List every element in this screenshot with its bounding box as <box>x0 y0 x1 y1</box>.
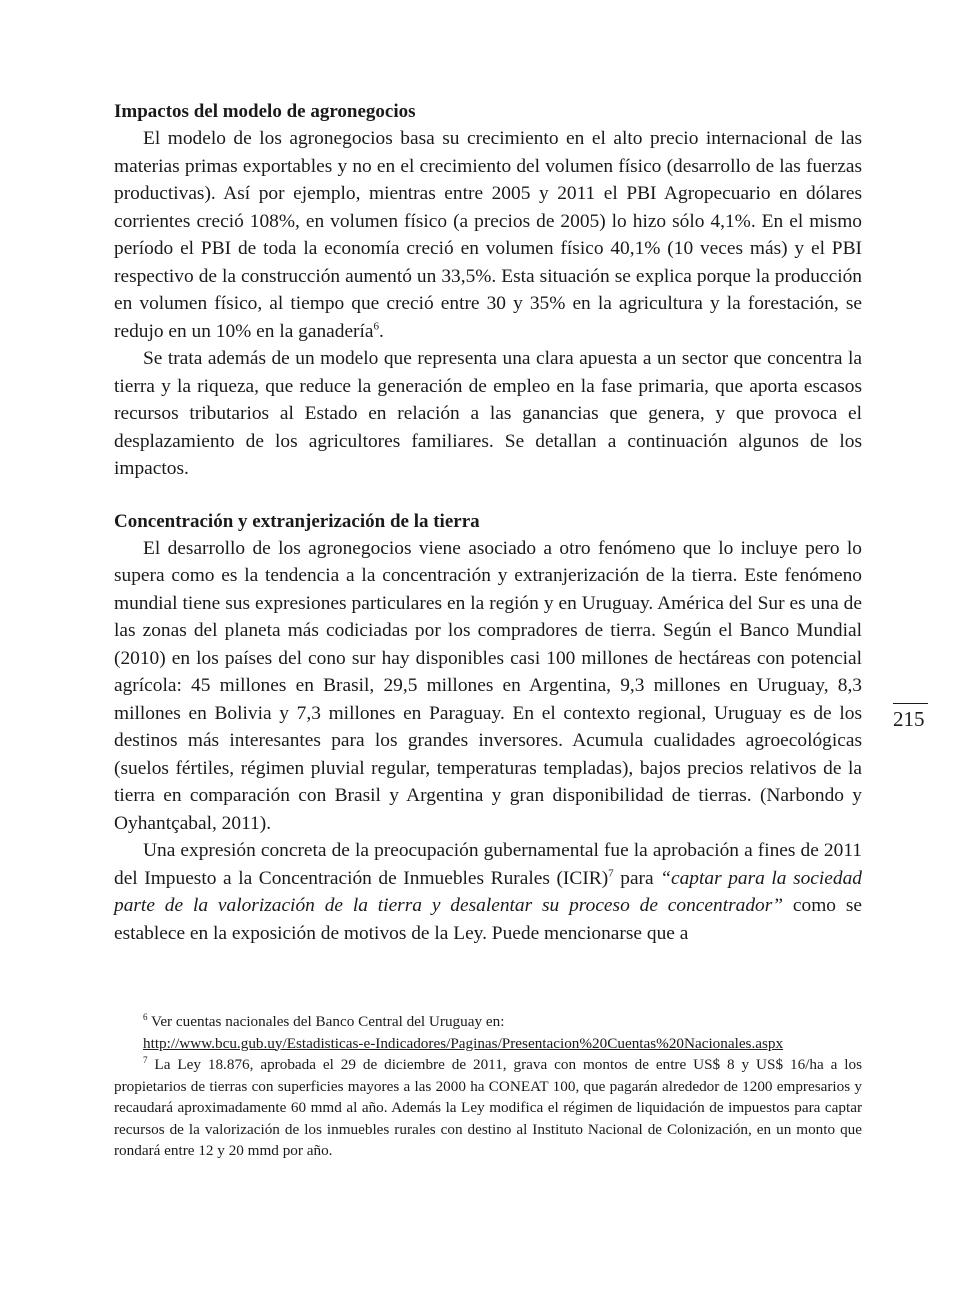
page-body <box>114 98 862 947</box>
paragraph-text: como se establece en la exposición de motivos de la Ley. Puede mencionarse que a <box>114 895 862 944</box>
paragraph-concentracion-2 <box>114 837 862 947</box>
footnote-number: 7 <box>143 1054 148 1065</box>
section-heading-impactos: Impactos del modelo de agronegocios <box>114 101 416 122</box>
footnote-6-url-line <box>114 1033 862 1055</box>
section-heading-concentracion: Concentración y extranjerización de la tierra <box>114 510 480 532</box>
footnote-6 <box>114 1011 862 1033</box>
footnote-ref-6[interactable]: 6 <box>373 320 380 333</box>
footnote-ref-7[interactable]: 7 <box>608 867 614 880</box>
page-number: 215 <box>893 707 925 731</box>
law-quote: “captar para la sociedad parte de la valorización de la tierra y desalentar su proceso de concentrador” <box>114 867 862 916</box>
sentence-end: . <box>379 320 384 342</box>
paragraph-text: El modelo de los agronegocios basa su crecimiento en el alto precio internacional de las materias primas exportables y no en el crecimiento del volumen físico (desarrollo de las fuerzas productivas). Así por ejemplo, mientras entre 2005 y 2011 el PBI Agropecuario en dólares corrientes creció 108%, en volumen físico (a precios de 2005) lo hizo sólo 4,1%. En el mismo período el PBI de toda la economía creció en volumen físico 40,1% (10 veces más) y el PBI respectivo de la construcción aumentó un 33,5%. Esta situación se explica porque la producción en volumen físico, al tiempo que creció entre 30 y 35% en la agricultura y la forestación, se redujo en un 10% en la ganadería <box>114 128 862 342</box>
page-number-rule <box>893 703 928 704</box>
paragraph-impactos-2: Se trata además de un modelo que representa una clara apuesta a un sector que concentra la tierra y la riqueza, que reduce la generación de empleo en la fase primaria, que aporta escasos recursos tributarios al Estado en relación a las ganancias que genera, y que provoca el desplazamiento de los agricultores familiares. Se detallan a continuación algunos de los impactos. <box>114 348 862 479</box>
footnote-number: 6 <box>143 1011 148 1022</box>
paragraph-impactos-1 <box>114 125 862 345</box>
paragraph-text: Una expresión concreta de la preocupación gubernamental fue la aprobación a fines de 2011 del Impuesto a la Concentración de Inmuebles Rurales (ICIR) <box>114 840 862 889</box>
footnote-7 <box>114 1054 862 1162</box>
footnotes <box>114 1011 862 1162</box>
footnote-link[interactable]: http://www.bcu.gub.uy/Estadisticas-e-Indicadores/Paginas/Presentacion%20Cuentas%20Nacionales.aspx <box>143 1034 784 1052</box>
paragraph-text: para <box>613 867 661 889</box>
footnote-text: La Ley 18.876, aprobada el 29 de diciembre de 2011, grava con montos de entre US$ 8 y US$ 16/ha a los propietarios de tierras con superficies mayores a las 2000 ha CONEAT 100, que pagarán alrededor de 1200 empresarios y recaudará aproximadamente 60 mmd al año. Además la Ley modifica el régimen de liquidación de impuestos para captar recursos de la valorización de los inmuebles rurales con destino al Instituto Nacional de Colonización, en un monto que rondará entre 12 y 20 mmd por año. <box>114 1056 862 1159</box>
paragraph-concentracion-1: El desarrollo de los agronegocios viene asociado a otro fenómeno que lo incluye pero lo supera como es la tendencia a la concentración y extranjerización de la tierra. Este fenómeno mundial tiene sus expresiones particulares en la región y en Uruguay. América del Sur es una de las zonas del planeta más codiciadas por los compradores de tierra. Según el Banco Mundial (2010) en los países del cono sur hay disponibles casi 100 millones de hectáreas con potencial agrícola: 45 millones en Brasil, 29,5 millones en Argentina, 9,3 millones en Uruguay, 8,3 millones en Bolivia y 7,3 millones en Paraguay. En el contexto regional, Uruguay es de los destinos más interesantes para los grandes inversores. Acumula cualidades agroecológicas (suelos fértiles, régimen pluvial regular, temperaturas templadas), bajos precios relativos de la tierra en comparación con Brasil y Argentina y gran disponibilidad de tierras. (Narbondo y Oyhantçabal, 2011). <box>114 537 862 834</box>
footnote-text: Ver cuentas nacionales del Banco Central del Uruguay en: <box>151 1013 505 1030</box>
